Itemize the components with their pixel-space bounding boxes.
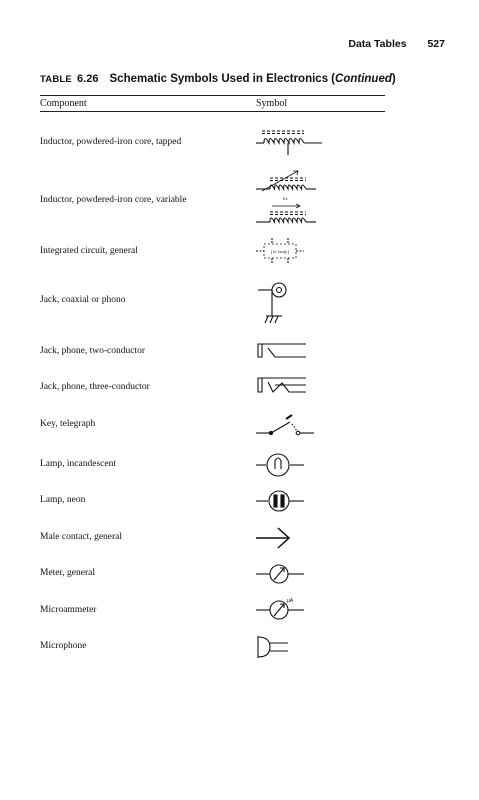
table-continued: (Continued) [331, 73, 396, 85]
row-component-label: Lamp, incandescent [40, 459, 116, 469]
running-head-section: Data Tables [348, 38, 407, 50]
column-header-component: Component [40, 98, 87, 109]
table-title: Schematic Symbols Used in Electronics [109, 73, 329, 85]
table-continued-text: Continued [335, 73, 392, 85]
integrated-circuit-icon [256, 238, 304, 264]
column-header-symbol: Symbol [256, 98, 288, 109]
row-component-label: Integrated circuit, general [40, 246, 138, 256]
microphone-icon [258, 636, 288, 658]
variable-powdered-iron-inductor-icon [256, 171, 316, 222]
three-conductor-phone-jack-icon [258, 378, 306, 392]
row-component-label: Meter, general [40, 568, 96, 578]
telegraph-key-icon [256, 415, 314, 435]
microammeter-unit-mark: µA [287, 598, 294, 604]
row-component-label: Jack, phone, two-conductor [40, 346, 145, 356]
row-component-label: Key, telegraph [40, 419, 96, 429]
row-component-label: Lamp, neon [40, 495, 86, 505]
page-number: 527 [427, 38, 445, 50]
row-component-label: Inductor, powdered-iron core, tapped [40, 137, 182, 147]
male-contact-arrow-icon [256, 528, 289, 548]
two-conductor-phone-jack-icon [258, 344, 306, 357]
row-component-label: Jack, phone, three-conductor [40, 382, 150, 392]
tapped-powdered-iron-inductor-icon [256, 131, 322, 155]
row-component-label: Jack, coaxial or phono [40, 295, 126, 305]
neon-lamp-icon [256, 491, 304, 511]
table-number: 6.26 [77, 73, 99, 85]
ic-body-text: [ IC body ] [270, 249, 290, 254]
row-component-label: Microammeter [40, 605, 97, 615]
coaxial-jack-icon [258, 283, 286, 323]
row-component-label: Inductor, powdered-iron core, variable [40, 195, 187, 205]
microammeter-icon [256, 598, 304, 619]
row-component-label: Male contact, general [40, 532, 123, 542]
incandescent-lamp-icon [256, 454, 304, 476]
meter-icon [256, 565, 304, 583]
variable-core-mark: Ex [283, 196, 288, 201]
table-label: TABLE [40, 74, 72, 85]
row-component-label: Microphone [40, 641, 87, 651]
